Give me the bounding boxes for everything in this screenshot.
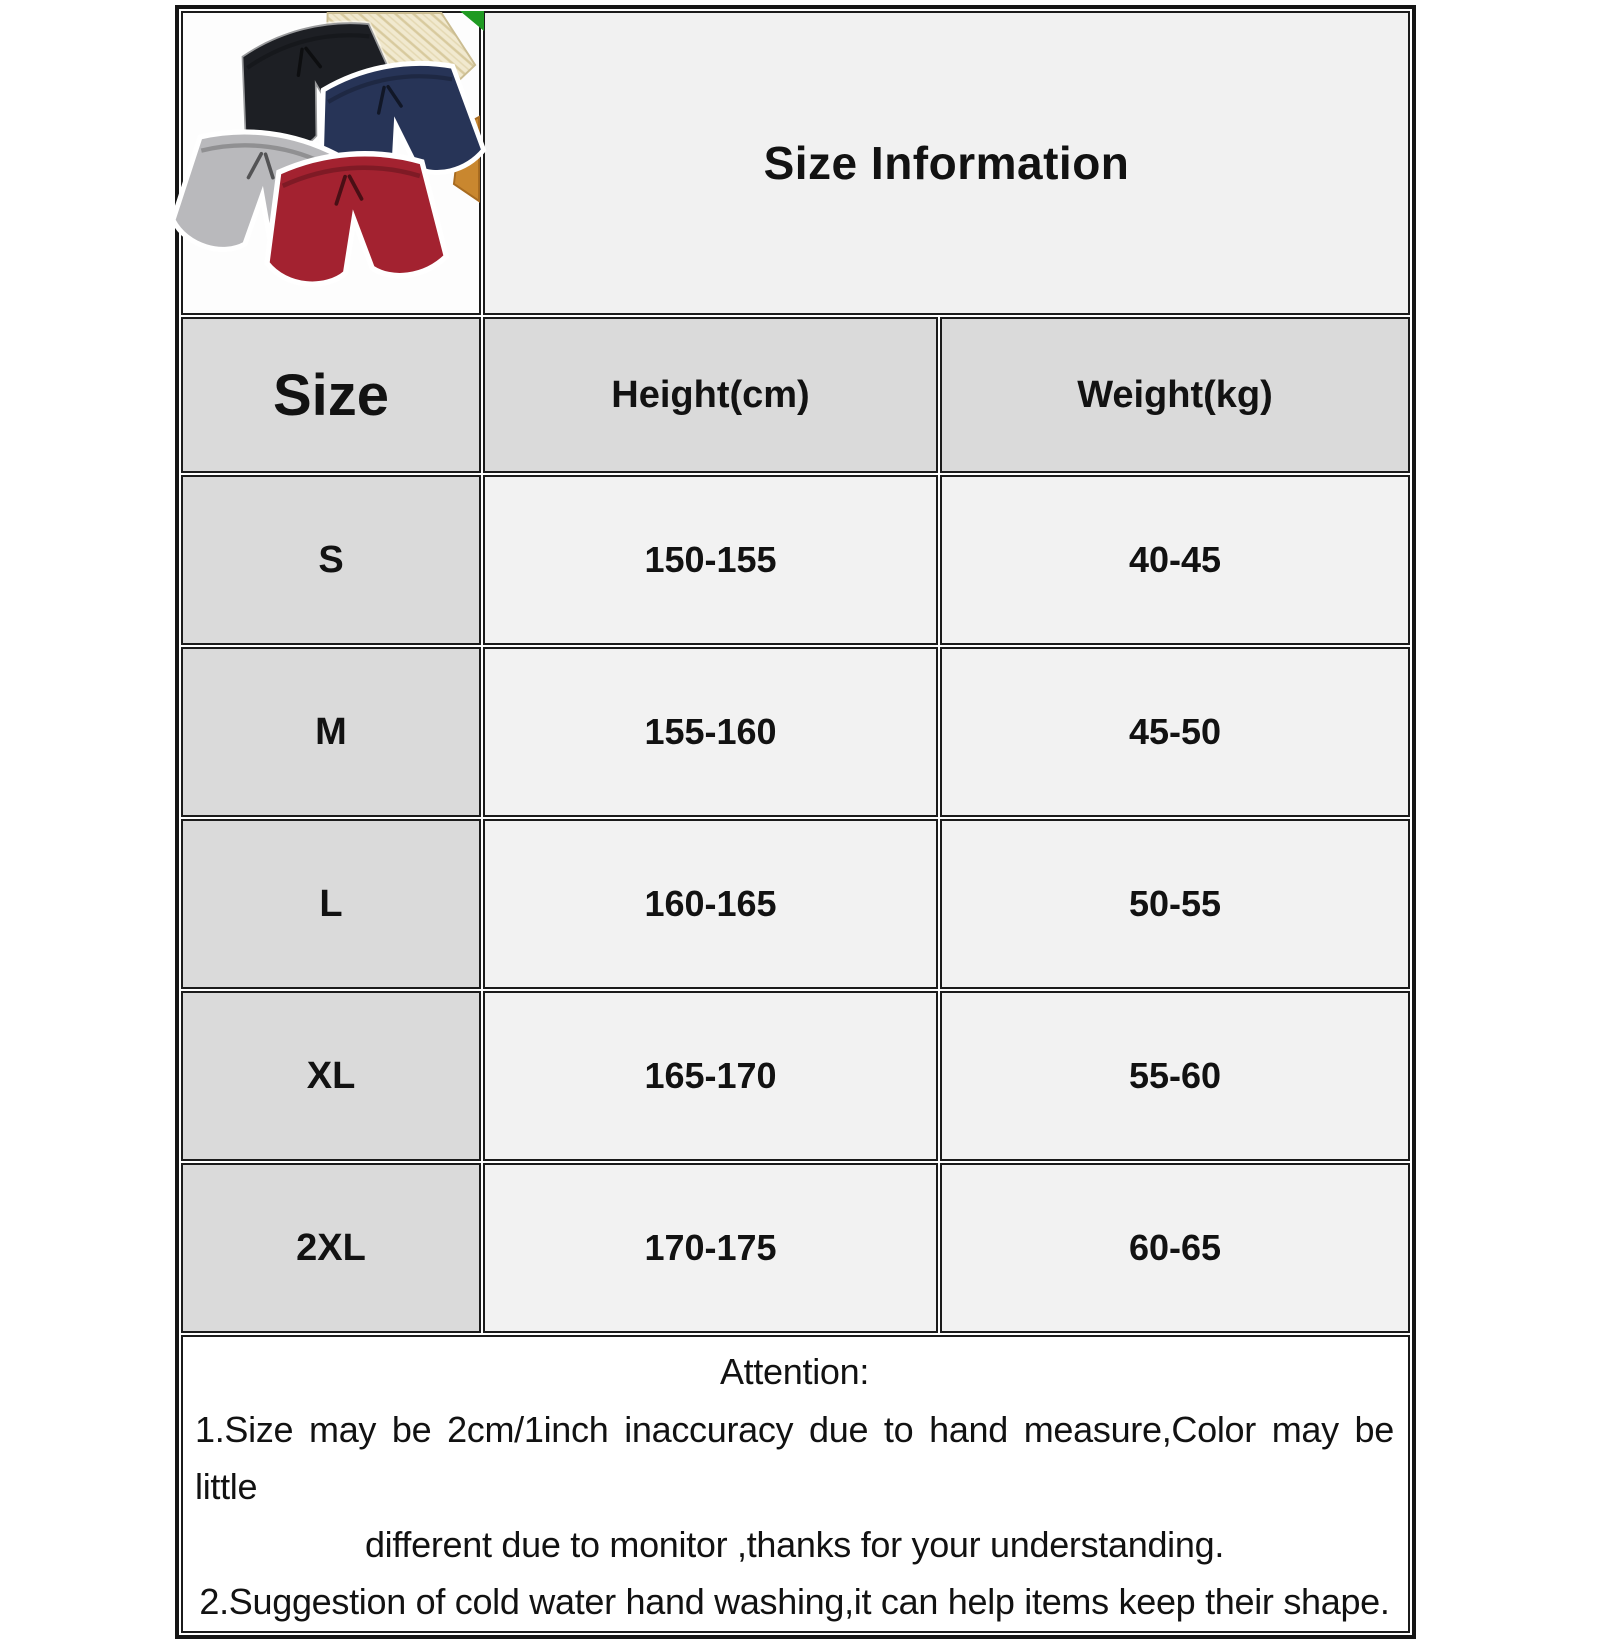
height-cell: 170-175	[483, 1163, 938, 1333]
height-cell: 155-160	[483, 647, 938, 817]
column-header-size: Size	[181, 317, 481, 473]
product-photo	[183, 13, 479, 313]
attention-line-2: different due to monitor ,thanks for your understanding.	[364, 1523, 1225, 1565]
size-information-table	[175, 5, 1416, 1639]
attention-line-3: 2.Suggestion of cold water hand washing,it can help items keep their shape.	[199, 1581, 1390, 1623]
size-cell: XL	[181, 991, 481, 1161]
size-cell: S	[181, 475, 481, 645]
size-chart-page	[0, 5, 1600, 1623]
weight-cell: 50-55	[940, 819, 1410, 989]
table-row-xl	[181, 991, 1410, 1161]
attention-box	[181, 1335, 1410, 1633]
table-row-s	[181, 475, 1410, 645]
weight-cell: 40-45	[940, 475, 1410, 645]
table-row-2xl	[181, 1163, 1410, 1333]
attention-line-1: 1.Size may be 2cm/1inch inaccuracy due to hand measure,Color may be little	[195, 1408, 1394, 1508]
title-cell	[483, 11, 1410, 315]
height-cell: 165-170	[483, 991, 938, 1161]
height-cell: 160-165	[483, 819, 938, 989]
product-photo-cell	[181, 11, 481, 315]
table-header-row	[181, 317, 1410, 473]
attention-title: Attention:	[719, 1351, 870, 1392]
size-cell: L	[181, 819, 481, 989]
size-cell: 2XL	[181, 1163, 481, 1333]
weight-cell: 45-50	[940, 647, 1410, 817]
column-header-height: Height(cm)	[483, 317, 938, 473]
table-row-m	[181, 647, 1410, 817]
column-header-weight: Weight(kg)	[940, 317, 1410, 473]
page-title: Size Information	[763, 137, 1130, 189]
size-cell: M	[181, 647, 481, 817]
top-row	[181, 11, 1410, 315]
attention-row	[181, 1335, 1410, 1633]
table-row-l	[181, 819, 1410, 989]
weight-cell: 55-60	[940, 991, 1410, 1161]
height-cell: 150-155	[483, 475, 938, 645]
weight-cell: 60-65	[940, 1163, 1410, 1333]
